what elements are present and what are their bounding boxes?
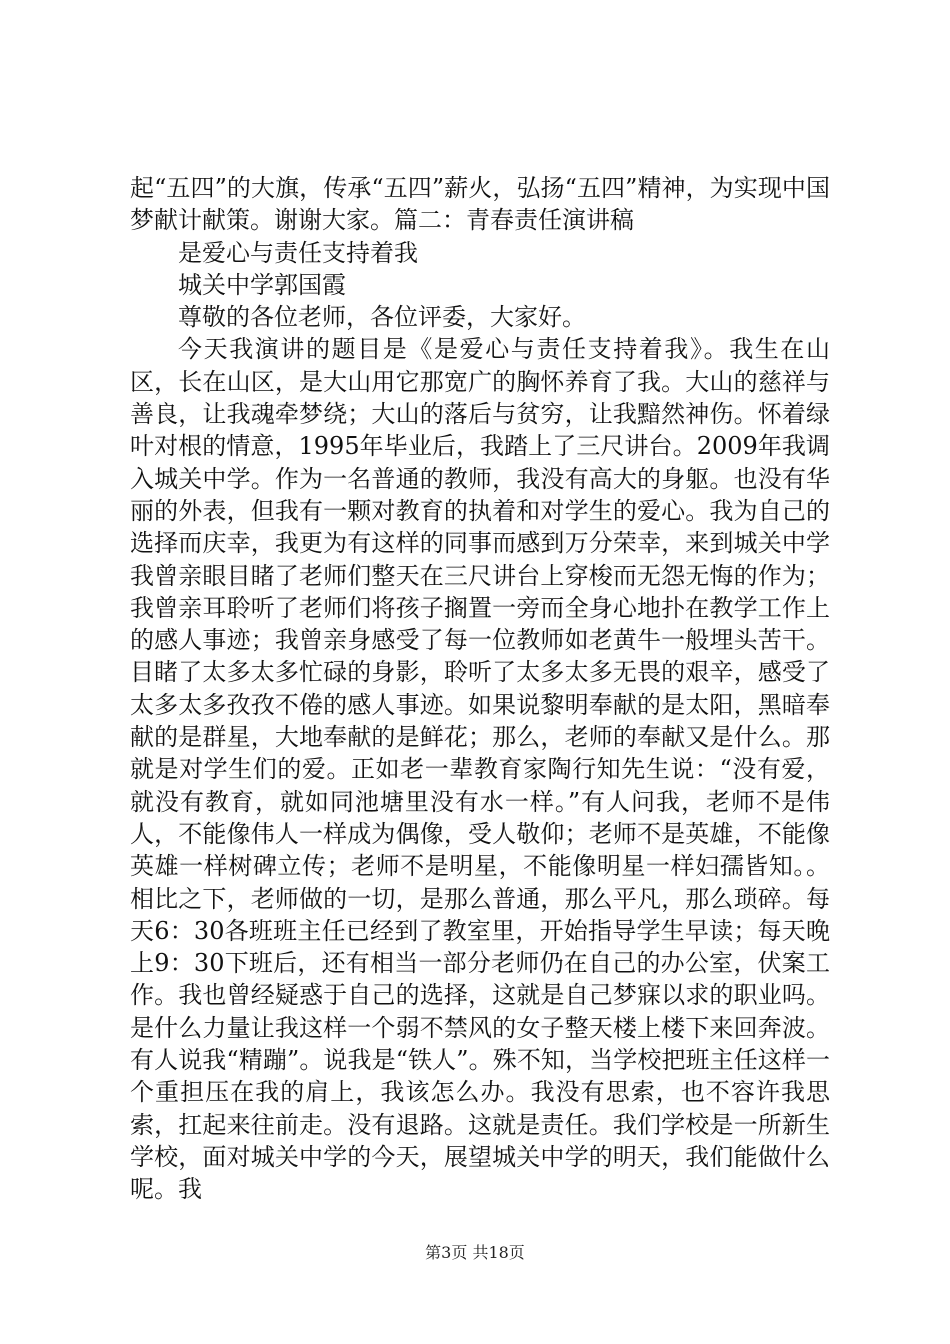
page-number-footer: 第3页 共18页 bbox=[425, 1243, 525, 1262]
speech-title: 是爱心与责任支持着我 bbox=[178, 238, 418, 267]
document-body bbox=[130, 172, 830, 1206]
paragraph-continuation: 起“五四”的大旗，传承“五四”薪火，弘扬“五四”精神，为实现中国梦献计献策。谢谢大家。篇二：青春责任演讲稿 bbox=[130, 174, 830, 235]
speech-body-paragraph: 今天我演讲的题目是《是爱心与责任支持着我》。我生在山区，长在山区，是大山用它那宽广的胸怀养育了我。大山的慈祥与善良，让我魂牵梦绕；大山的落后与贫穷，让我黯然神伤。怀着绿叶对根的情意，1995年毕业后，我踏上了三尺讲台。2009年我调入城关中学。作为一名普通的教师，我没有高大的身躯。也没有华丽的外表，但我有一颗对教育的执着和对学生的爱心。我为自己的选择而庆幸，我更为有这样的同事而感到万分荣幸，来到城关中学我曾亲眼目睹了老师们整天在三尺讲台上穿梭而无怨无悔的作为；我曾亲耳聆听了老师们将孩子搁置一旁而全身心地扑在教学工作上的感人事迹；我曾亲身感受了每一位教师如老黄牛一般埋头苦干。目睹了太多太多忙碌的身影，聆听了太多太多无畏的艰辛，感受了太多太多孜孜不倦的感人事迹。如果说黎明奉献的是太阳，黑暗奉献的是群星，大地奉献的是鲜花；那么，老师的奉献又是什么。那就是对学生们的爱。正如老一辈教育家陶行知先生说：“没有爱，就没有教育，就如同池塘里没有水一样。”有人问我，老师不是伟人，不能像伟人一样成为偶像，受人敬仰；老师不是英雄，不能像英雄一样树碑立传；老师不是明星，不能像明星一样妇孺皆知。。相比之下，老师做的一切，是那么普通，那么平凡，那么琐碎。每天6：30各班班主任已经到了教室里，开始指导学生早读；每天晚上9：30下班后，还有相当一部分老师仍在自己的办公室，伏案工作。我也曾经疑惑于自己的选择，这就是自己梦寐以求的职业吗。是什么力量让我这样一个弱不禁风的女子整天楼上楼下来回奔波。有人说我“精蹦”。说我是“铁人”。殊不知，当学校把班主任这样一个重担压在我的肩上，我该怎么办。我没有思索，也不容许我思索，扛起来往前走。没有退路。这就是责任。我们学校是一所新生学校，面对城关中学的今天，展望城关中学的明天，我们能做什么呢。我 bbox=[130, 335, 830, 1204]
speech-author: 城关中学郭国霞 bbox=[178, 270, 346, 299]
speech-greeting: 尊敬的各位老师，各位评委，大家好。 bbox=[178, 303, 586, 332]
